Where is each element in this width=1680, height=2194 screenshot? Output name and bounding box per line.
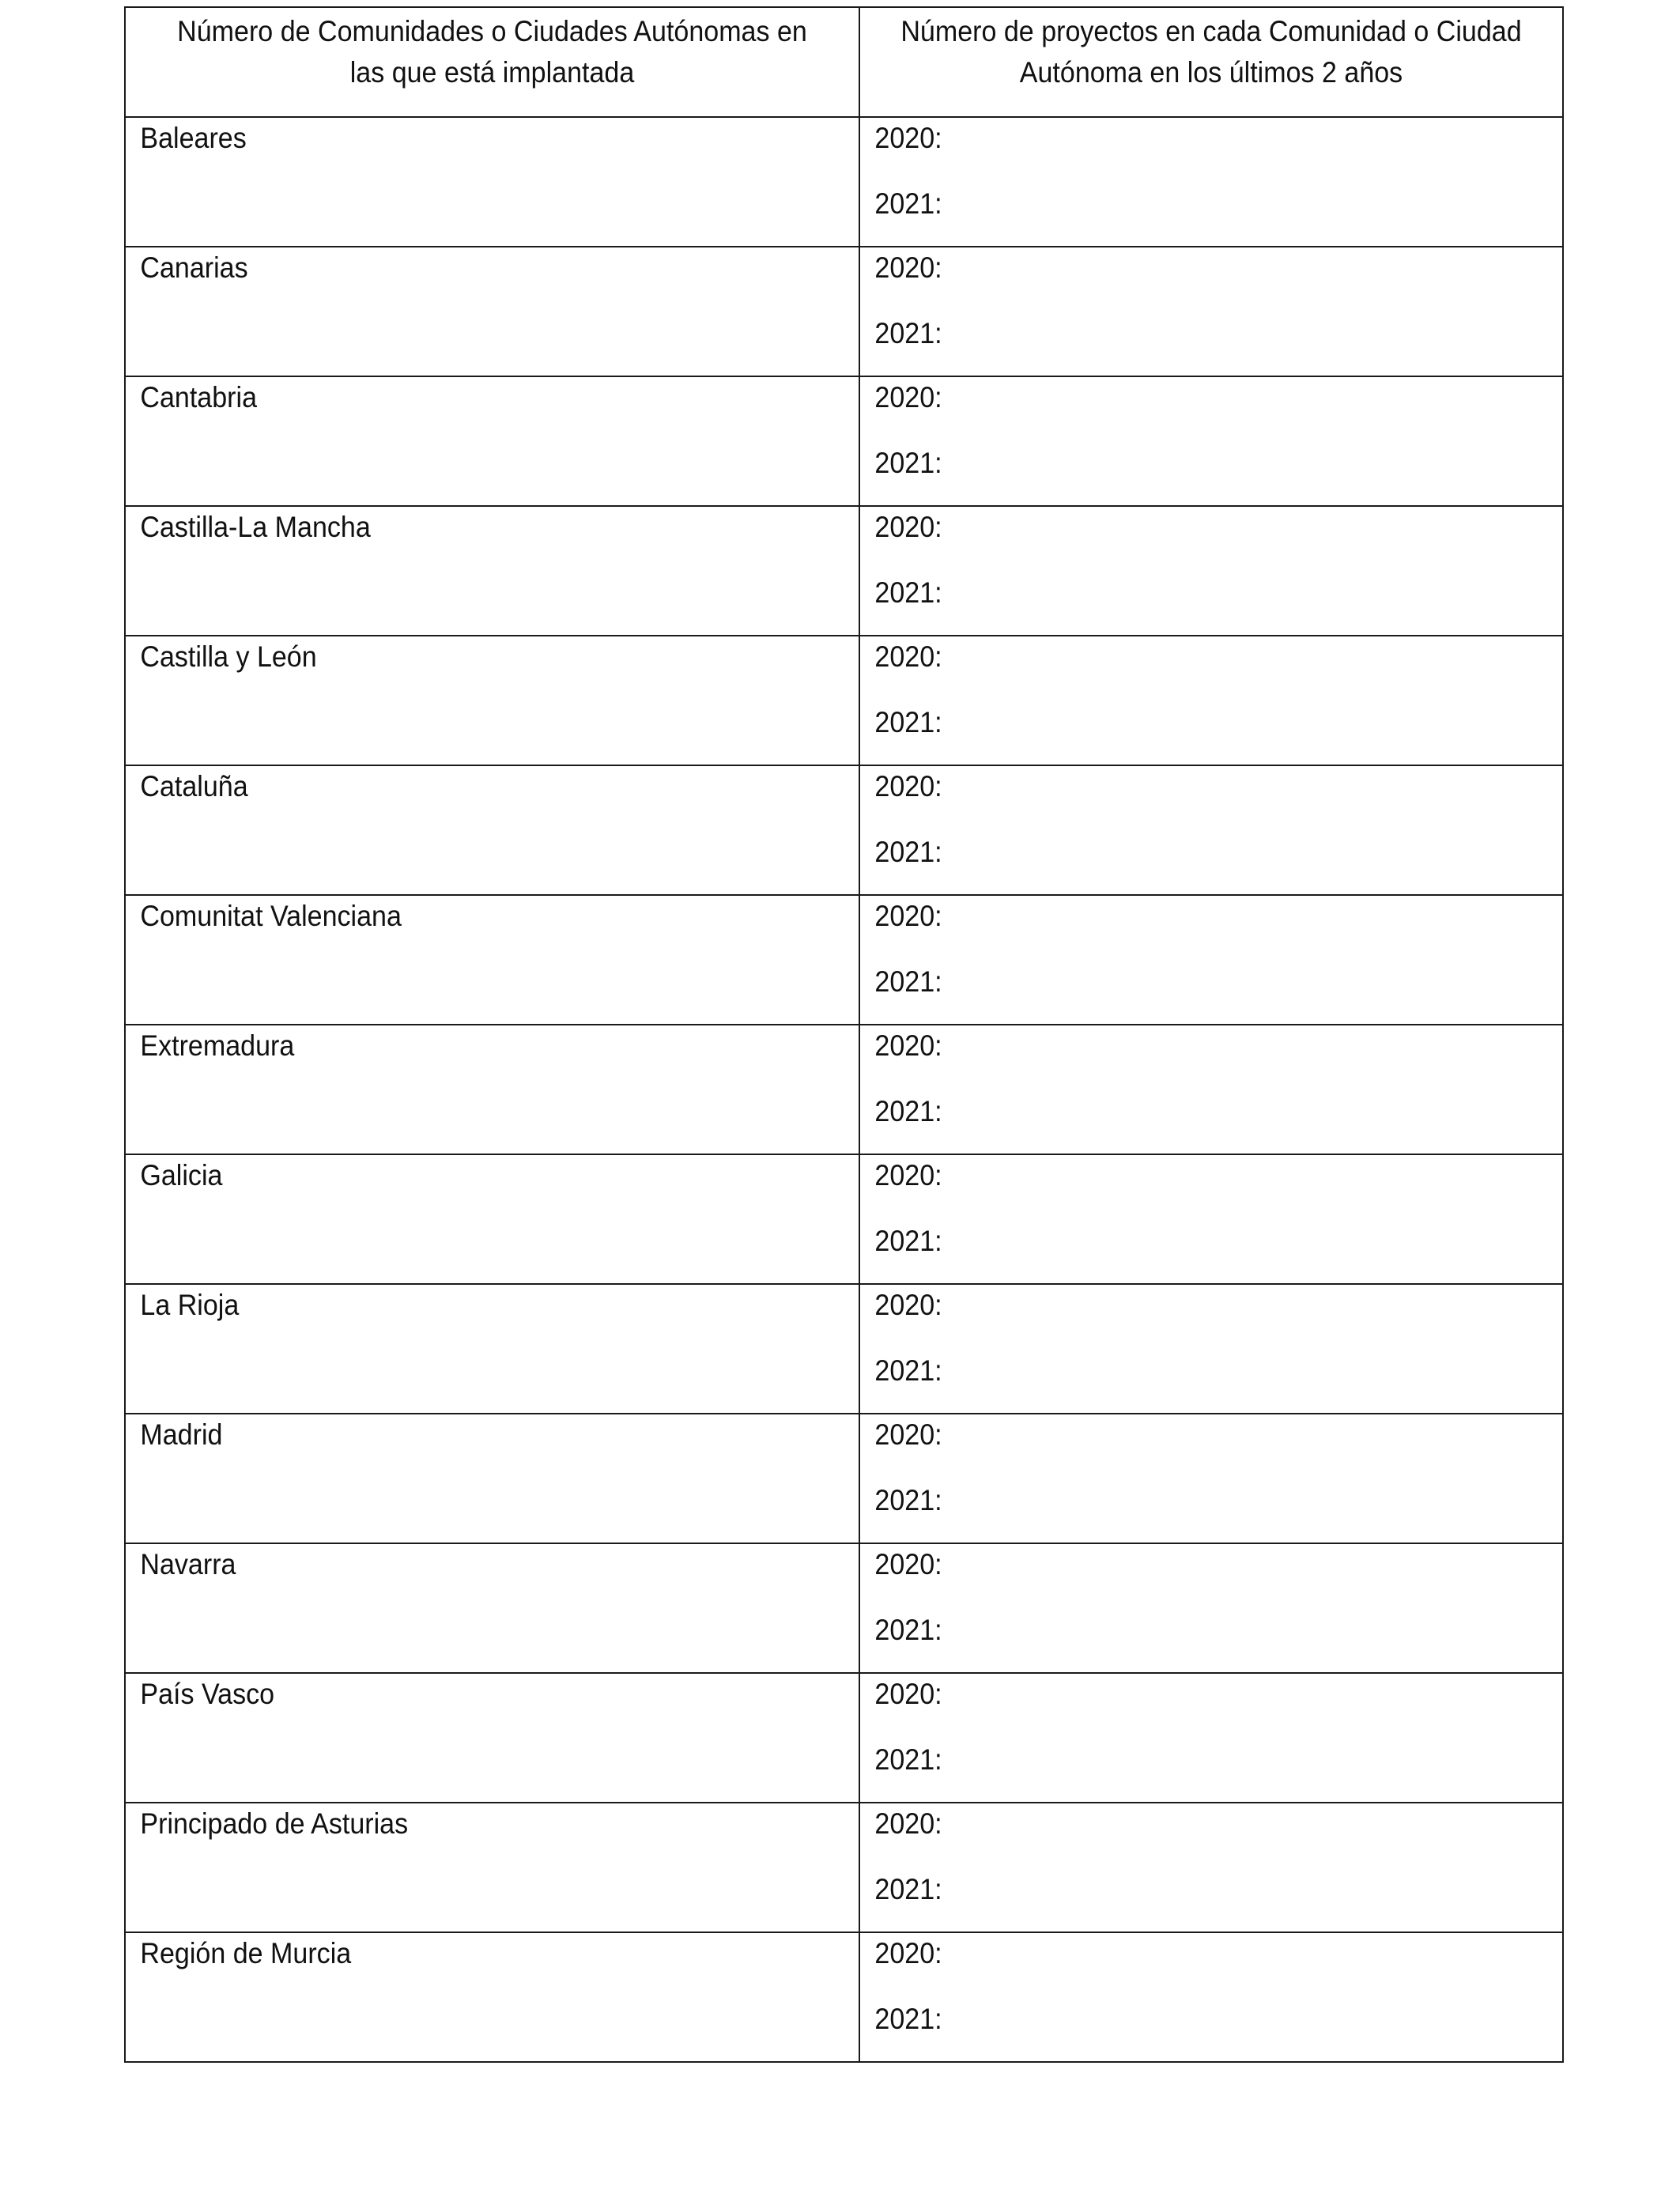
year-2021-label: 2021: (874, 1614, 942, 1646)
region-cell (125, 376, 859, 506)
document-page (124, 6, 1562, 2063)
table-row (125, 1284, 1563, 1414)
region-name: Canarias (140, 251, 248, 284)
year-2021-label: 2021: (874, 706, 942, 738)
region-cell (125, 1673, 859, 1803)
year-2021-label: 2021: (874, 447, 942, 479)
projects-cell[interactable] (859, 765, 1563, 895)
year-2020-label: 2020: (874, 1029, 942, 1062)
year-2021-label: 2021: (874, 1743, 942, 1776)
region-name: Galicia (140, 1159, 223, 1191)
region-name: Cantabria (140, 381, 258, 413)
projects-cell[interactable] (859, 506, 1563, 636)
year-2020-label: 2020: (874, 1548, 942, 1580)
region-cell (125, 1803, 859, 1932)
year-2021-label: 2021: (874, 187, 942, 220)
region-name: Región de Murcia (140, 1937, 352, 1969)
projects-cell[interactable] (859, 1414, 1563, 1543)
projects-cell[interactable] (859, 117, 1563, 247)
region-cell (125, 506, 859, 636)
table-row (125, 506, 1563, 636)
year-2020-label: 2020: (874, 122, 942, 154)
year-2020-label: 2020: (874, 770, 942, 802)
table-row (125, 1543, 1563, 1673)
projects-cell[interactable] (859, 1025, 1563, 1154)
region-name: Extremadura (140, 1029, 295, 1062)
year-2021-label: 2021: (874, 1354, 942, 1387)
region-cell (125, 1284, 859, 1414)
region-name: Baleares (140, 122, 247, 154)
header-communities-text: Número de Comunidades o Ciudades Autónomas en las que está implantada (177, 15, 807, 89)
year-2021-label: 2021: (874, 965, 942, 998)
year-2020-label: 2020: (874, 1678, 942, 1710)
table-header-row (125, 7, 1563, 117)
region-name: País Vasco (140, 1678, 275, 1710)
table-body (125, 117, 1563, 2062)
year-2020-label: 2020: (874, 251, 942, 284)
projects-cell[interactable] (859, 636, 1563, 765)
region-name: Castilla y León (140, 640, 317, 673)
table-row (125, 1803, 1563, 1932)
region-cell (125, 1025, 859, 1154)
region-name: Principado de Asturias (140, 1807, 409, 1840)
table-row (125, 1025, 1563, 1154)
table-row (125, 636, 1563, 765)
header-cell-communities (125, 7, 859, 117)
region-name: Comunitat Valenciana (140, 900, 402, 932)
header-cell-projects (859, 7, 1563, 117)
header-projects-text: Número de proyectos en cada Comunidad o Ciudad Autónoma en los últimos 2 años (900, 15, 1522, 89)
region-cell (125, 1414, 859, 1543)
region-cell (125, 117, 859, 247)
region-cell (125, 895, 859, 1025)
year-2020-label: 2020: (874, 1289, 942, 1321)
year-2020-label: 2020: (874, 1418, 942, 1451)
year-2021-label: 2021: (874, 1873, 942, 1905)
region-name: Cataluña (140, 770, 248, 802)
regions-table (124, 6, 1564, 2063)
projects-cell[interactable] (859, 1154, 1563, 1284)
projects-cell[interactable] (859, 1803, 1563, 1932)
year-2020-label: 2020: (874, 1807, 942, 1840)
year-2021-label: 2021: (874, 576, 942, 609)
table-row (125, 895, 1563, 1025)
region-name: Castilla-La Mancha (140, 511, 371, 543)
region-name: La Rioja (140, 1289, 240, 1321)
year-2020-label: 2020: (874, 1159, 942, 1191)
table-row (125, 1932, 1563, 2062)
table-row (125, 117, 1563, 247)
region-cell (125, 247, 859, 376)
year-2020-label: 2020: (874, 511, 942, 543)
table-row (125, 1673, 1563, 1803)
year-2020-label: 2020: (874, 640, 942, 673)
region-cell (125, 1932, 859, 2062)
region-cell (125, 636, 859, 765)
table-row (125, 1154, 1563, 1284)
year-2020-label: 2020: (874, 1937, 942, 1969)
year-2021-label: 2021: (874, 836, 942, 868)
region-cell (125, 1543, 859, 1673)
year-2020-label: 2020: (874, 381, 942, 413)
projects-cell[interactable] (859, 376, 1563, 506)
table-row (125, 765, 1563, 895)
year-2021-label: 2021: (874, 1225, 942, 1257)
table-row (125, 1414, 1563, 1543)
year-2020-label: 2020: (874, 900, 942, 932)
projects-cell[interactable] (859, 1284, 1563, 1414)
projects-cell[interactable] (859, 247, 1563, 376)
region-name: Navarra (140, 1548, 236, 1580)
projects-cell[interactable] (859, 1932, 1563, 2062)
table-row (125, 247, 1563, 376)
projects-cell[interactable] (859, 1543, 1563, 1673)
region-cell (125, 765, 859, 895)
projects-cell[interactable] (859, 895, 1563, 1025)
projects-cell[interactable] (859, 1673, 1563, 1803)
table-row (125, 376, 1563, 506)
year-2021-label: 2021: (874, 1484, 942, 1516)
year-2021-label: 2021: (874, 1095, 942, 1127)
year-2021-label: 2021: (874, 317, 942, 349)
region-name: Madrid (140, 1418, 223, 1451)
region-cell (125, 1154, 859, 1284)
year-2021-label: 2021: (874, 2003, 942, 2035)
